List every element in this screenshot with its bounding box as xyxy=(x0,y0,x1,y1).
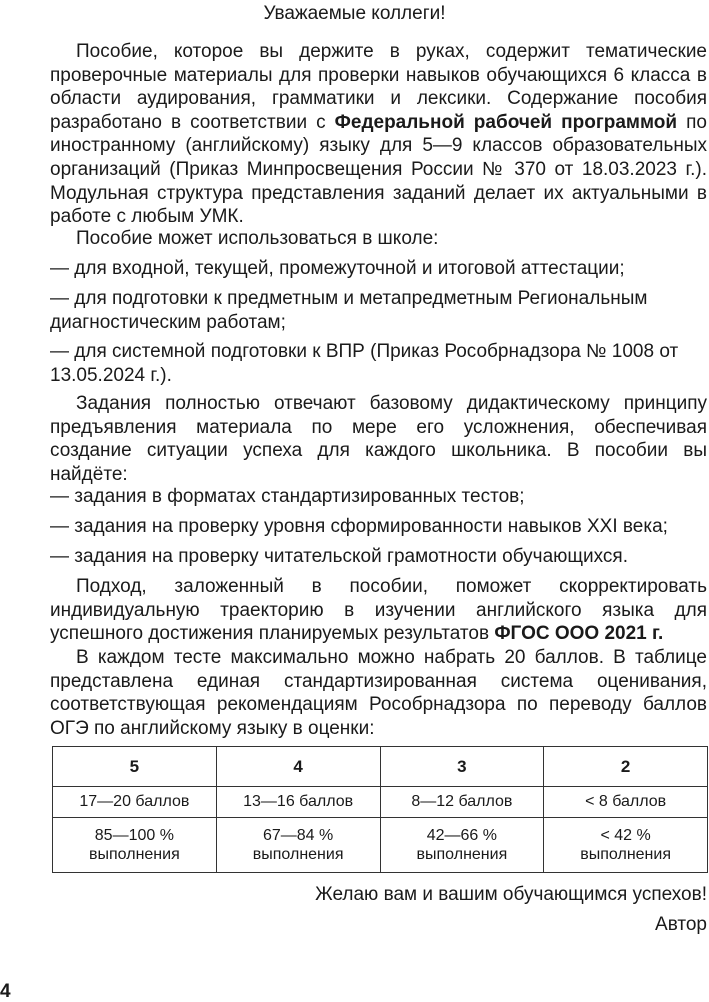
find-item: — задания в форматах стандартизированных тестов; xyxy=(50,486,525,507)
intro-paragraph xyxy=(50,40,707,229)
usage-item: — для подготовки к предметным и метапредметным Региональным диагностическим работам; xyxy=(50,288,648,333)
page-number: 4 xyxy=(0,981,11,1002)
percent-value: < 42 % xyxy=(600,827,651,844)
intro-bold-program: Федеральной рабочей программой xyxy=(334,111,678,133)
grade-cell: 2 xyxy=(544,747,708,787)
author-signature: Автор xyxy=(655,914,707,935)
table-row xyxy=(53,787,708,818)
table-row xyxy=(53,747,708,787)
points-cell: 8—12 баллов xyxy=(380,787,544,818)
table-row xyxy=(53,818,708,873)
approach-bold-fgos: ФГОС ООО 2021 г. xyxy=(494,623,664,645)
percent-cell xyxy=(380,818,544,873)
tasks-paragraph: Задания полностью отвечают базовому дидактическому принципу предъявления материала по мере его усложнения, обеспечивая создание ситуации успеха для каждого школьника. В пособии вы найдёте: xyxy=(50,393,707,485)
intro-text-end: по иностранному (английскому) языку для 5—9 классов образовательных организаций (Приказ Минпросвещения России № 370 от 18.03.2023 г.). Модульная структура представления заданий делает их актуальными в работе с любым УМК. xyxy=(50,111,707,228)
percent-suffix: выполнения xyxy=(252,846,344,863)
percent-cell xyxy=(544,818,708,873)
percent-cell xyxy=(53,818,217,873)
intro-text-start: Пособие, которое вы держите в руках, содержит тематические проверочные материалы для проверки навыков обучающихся 6 класса в области аудирования, грамматики и лексики. Содержание пособия разработано в соответствии с xyxy=(50,41,707,133)
percent-value: 42—66 % xyxy=(426,827,497,844)
grade-cell: 4 xyxy=(216,747,380,787)
percent-cell xyxy=(216,818,380,873)
usage-item: — для входной, текущей, промежуточной и итоговой аттестации; xyxy=(50,258,625,279)
usage-heading: Пособие может использоваться в школе: xyxy=(76,228,439,249)
percent-value: 67—84 % xyxy=(262,827,334,844)
grading-table xyxy=(52,746,708,873)
usage-item: — для системной подготовки к ВПР (Приказ Рособрнадзора № 1008 от 13.05.2024 г.). xyxy=(50,341,679,386)
points-cell: 17—20 баллов xyxy=(53,787,217,818)
points-cell: 13—16 баллов xyxy=(216,787,380,818)
points-cell: < 8 баллов xyxy=(544,787,708,818)
percent-suffix: выполнения xyxy=(416,846,508,863)
approach-paragraph xyxy=(50,575,707,646)
page-title: Уважаемые коллеги! xyxy=(263,3,446,24)
grade-cell: 3 xyxy=(380,747,544,787)
find-item: — задания на проверку уровня сформированности навыков XXI века; xyxy=(50,516,668,537)
percent-suffix: выполнения xyxy=(580,846,671,863)
percent-value: 85—100 % xyxy=(94,827,174,844)
approach-text: Подход, заложенный в пособии, поможет скорректировать индивидуальную траекторию в изучении английского языка для успешного достижения планируемых результатов xyxy=(50,576,707,645)
percent-suffix: выполнения xyxy=(89,846,180,863)
scoring-paragraph: В каждом тесте максимально можно набрать 20 баллов. В таблице представлена единая стандартизированная система оценивания, соответствующая рекомендациям Рособрнадзора по переводу баллов ОГЭ по английскому языку в оценки: xyxy=(50,647,707,739)
find-item: — задания на проверку читательской грамотности обучающихся. xyxy=(50,546,628,567)
grade-cell: 5 xyxy=(53,747,217,787)
closing-wish: Желаю вам и вашим обучающимся успехов! xyxy=(315,884,707,905)
